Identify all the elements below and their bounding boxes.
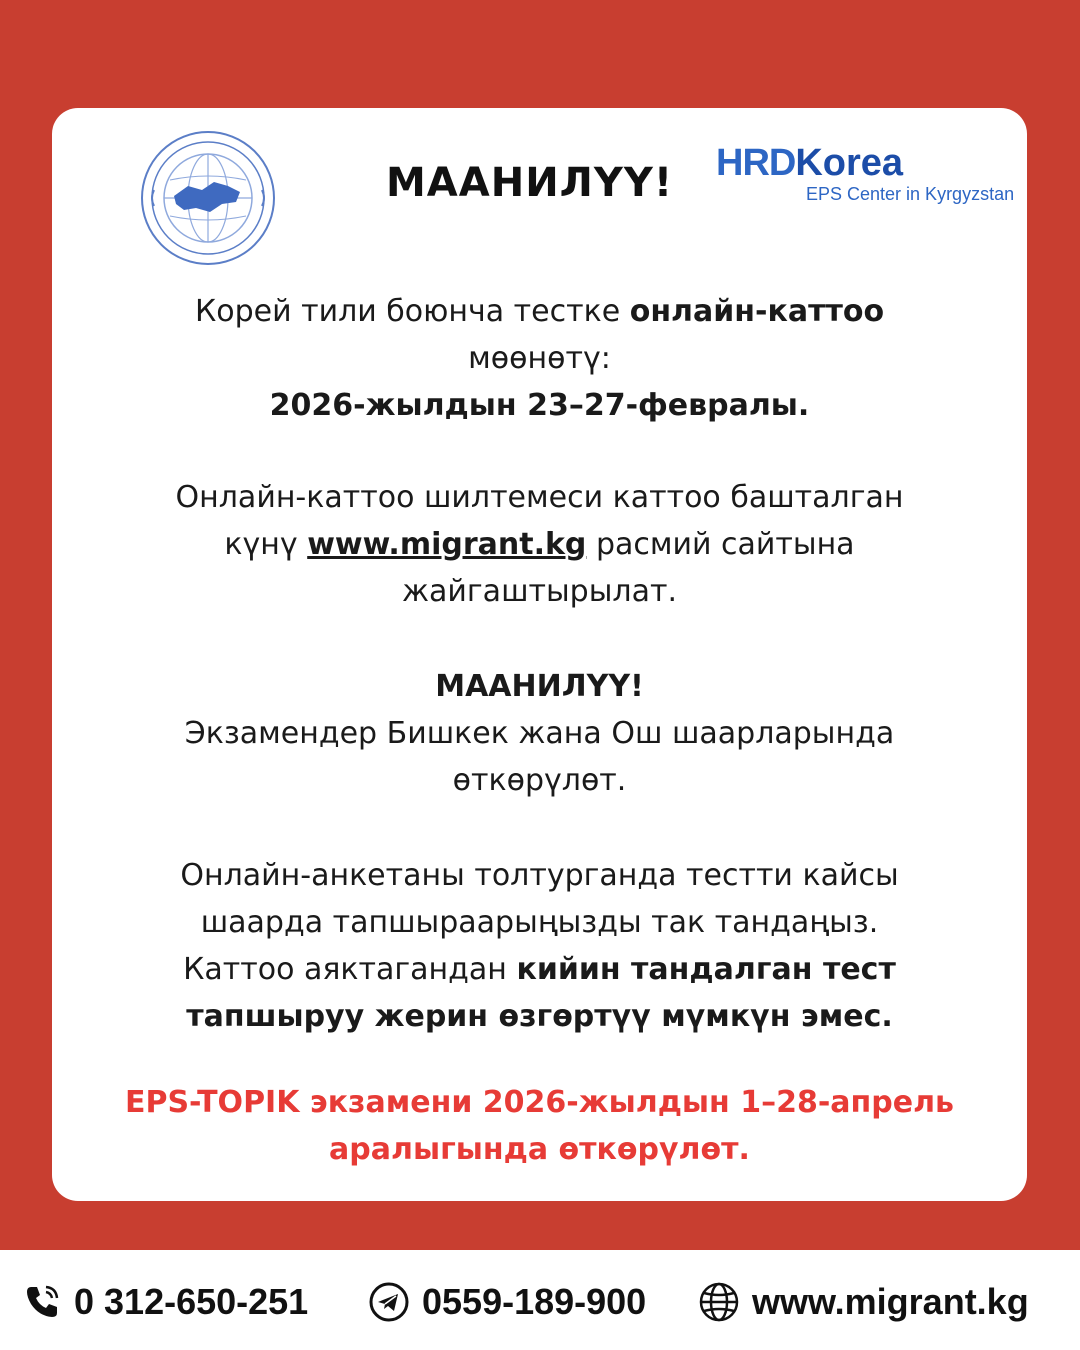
hrd-logo-subtitle: EPS Center in Kyrgyzstan — [806, 184, 1015, 204]
phone-contact[interactable] — [22, 1278, 308, 1326]
hrd-logo-left: HRD — [716, 142, 796, 184]
p5-line2: аралыгында өткөрүлөт. — [329, 1132, 750, 1167]
p4-line3-bold: кийин тандалган тест — [516, 952, 896, 987]
contact-footer — [0, 1250, 1080, 1350]
p2-line3: жайгаштырылат. — [402, 574, 677, 609]
hrd-logo-right: Korea — [795, 142, 904, 184]
website-contact[interactable] — [698, 1278, 1029, 1326]
p4-line3-pre: Каттоо аяктагандан — [183, 952, 517, 987]
phone-number: 0 312-650-251 — [74, 1281, 309, 1322]
website-url: www.migrant.kg — [752, 1281, 1029, 1322]
page-title: МААНИЛҮҮ! — [386, 160, 674, 206]
announcement-card — [52, 108, 1027, 1201]
p2-line1: Онлайн-каттоо шилтемеси каттоо башталган — [175, 480, 904, 515]
city-choice-paragraph — [52, 852, 1027, 1040]
p1-line1-text: Корей тили боюнча тестке — [194, 294, 630, 329]
p3-line2: өткөрүлөт. — [452, 763, 627, 798]
p2-line2-pre: күнү — [224, 527, 308, 562]
telegram-icon — [368, 1281, 410, 1323]
p4-line4: тапшыруу жерин өзгөртүү мүмкүн эмес. — [186, 999, 893, 1034]
migrant-website-link[interactable]: www.migrant.kg — [307, 527, 587, 562]
registration-period-paragraph — [52, 288, 1027, 429]
exam-cities-paragraph — [52, 663, 1027, 804]
phone-icon — [22, 1282, 62, 1322]
p2-line2-post: расмий сайтына — [586, 527, 855, 562]
globe-icon — [698, 1281, 740, 1323]
exam-dates-notice — [52, 1079, 1027, 1173]
registration-dates: 2026-жылдын 23–27-февралы. — [269, 388, 810, 423]
migration-center-logo — [140, 130, 276, 266]
telegram-number: 0559-189-900 — [422, 1281, 647, 1322]
globe-kyrgyzstan-seal-icon — [140, 130, 276, 266]
p1-line1-bold: онлайн-каттоо — [629, 294, 885, 329]
p3-line1: Экзамендер Бишкек жана Ош шаарларында — [184, 716, 895, 751]
important-title: МААНИЛҮҮ! — [435, 669, 644, 704]
p4-line1: Онлайн-анкетаны толтурганда тестти кайсы — [180, 858, 899, 893]
p4-line2: шаарда тапшыраарыңызды так тандаңыз. — [200, 905, 879, 940]
p1-line2: мөөнөтү: — [468, 341, 611, 376]
telegram-contact[interactable] — [368, 1278, 646, 1326]
registration-link-paragraph — [52, 474, 1027, 615]
p5-line1: EPS-TOPIK экзамени 2026-жылдын 1–28-апрель — [124, 1085, 955, 1120]
hrd-korea-logo — [716, 144, 1016, 216]
